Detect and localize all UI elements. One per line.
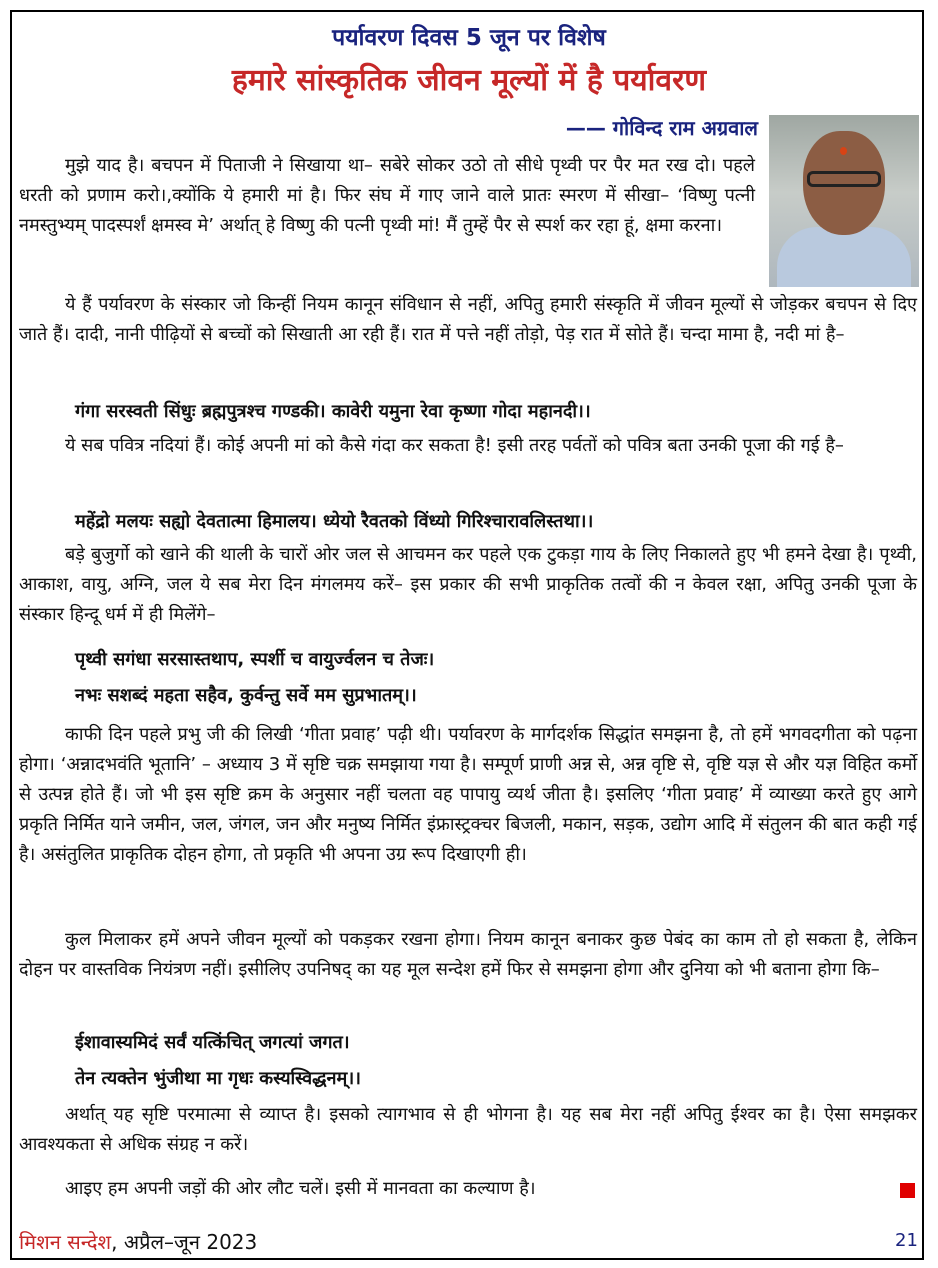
paragraph-6-text: कुल मिलाकर हमें अपने जीवन मूल्यों को पकड़कर रखना होगा। नियम कानून बनाकर कुछ पेबंद का काम तो हो सकता है, लेकिन दोहन पर वास्तविक नियंत्रण नहीं। इसीलिए उपनिषद् का यह मूल सन्देश हमें फिर से समझना होगा और दुनिया को भी बताना होगा कि– <box>19 929 917 980</box>
paragraph-8 <box>19 1174 869 1204</box>
author-photo-shirt <box>777 227 911 287</box>
page-number: 21 <box>895 1230 918 1251</box>
paragraph-1 <box>19 151 755 241</box>
article-author: —— गोविन्द राम अग्रवाल <box>565 116 758 140</box>
paragraph-3 <box>19 431 917 461</box>
footer-issue: , अप्रैल–जून 2023 <box>111 1230 258 1254</box>
verse-4: नभः सशब्दं महता सहैव, कुर्वन्तु सर्वे मम सुप्रभातम्।। <box>75 685 417 706</box>
footer-brand: मिशन सन्देश <box>19 1230 112 1254</box>
author-photo-glasses <box>807 171 881 187</box>
verse-2: महेंद्रो मलयः सह्यो देवतात्मा हिमालय। ध्येयो रैवतको विंध्यो गिरिश्चारावलिस्तथा।। <box>75 511 594 532</box>
paragraph-8-text: आइए हम अपनी जड़ों की ओर लौट चलें। इसी में मानवता का कल्याण है। <box>65 1178 536 1199</box>
paragraph-6 <box>19 925 917 985</box>
paragraph-4-text: बड़े बुजुर्गो को खाने की थाली के चारों ओर जल से आचमन कर पहले एक टुकड़ा गाय के लिए निकालते हुए भी हमने देखा है। पृथ्वी, आकाश, वायु, अग्नि, जल ये सब मेरा दिन मंगलमय करें– इस प्रकार की सभी प्राकृतिक तत्वों की न केवल रक्षा, अपितु उनकी पूजा के संस्कार हिन्दू धर्म में ही मिलेंगे– <box>19 544 917 625</box>
footer-publication <box>19 1228 257 1255</box>
paragraph-5 <box>19 720 917 870</box>
verse-6: तेन त्यक्तेन भुंजीथा मा गृधः कस्यस्विद्धनम्।। <box>75 1068 361 1089</box>
paragraph-3-text: ये सब पवित्र नदियां हैं। कोई अपनी मां को कैसे गंदा कर सकता है! इसी तरह पर्वतों को पवित्र बता उनकी पूजा की गई है– <box>65 435 844 456</box>
article-title: हमारे सांस्कृतिक जीवन मूल्यों में है पर्यावरण <box>231 63 707 98</box>
verse-1: गंगा सरस्वती सिंधुः ब्रह्मपुत्रश्च गण्डकी। कावेरी यमुना रेवा कृष्णा गोदा महानदी।। <box>75 401 591 422</box>
paragraph-1-text: मुझे याद है। बचपन में पिताजी ने सिखाया था– सबेरे सोकर उठो तो सीधे पृथ्वी पर पैर मत रख दो। पहले धरती को प्रणाम करो।,क्योंकि ये हमारी मां है। फिर संघ में गाए जाने वाले प्रातः स्मरण में सीखा– ‘विष्णु पत्नी नमस्तुभ्यम् पादस्पर्शं क्षमस्व मे’ अर्थात् हे विष्णु की पत्नी पृथ्वी मां! मैं तुम्हें पैर से स्पर्श कर रहा हूं, क्षमा करना। <box>19 155 755 236</box>
paragraph-5-text: काफी दिन पहले प्रभु जी की लिखी ‘गीता प्रवाह’ पढ़ी थी। पर्यावरण के मार्गदर्शक सिद्धांत समझना है, तो हमें भगवदगीता को पढ़ना होगा। ‘अन्नादभवंति भूतानि’ – अध्याय 3 में सृष्टि चक्र समझाया गया है। सम्पूर्ण प्राणी अन्न से, अन्न वृष्टि से, वृष्टि यज्ञ से और यज्ञ विहित कर्मो से उत्पन्न होते हैं। जो भी इस सृष्टि क्रम के अनुसार नहीं चलता वह पापायु व्यर्थ जीता है। इसलिए ‘गीता प्रवाह’ में व्याख्या करते हुए आगे प्रकृति निर्मित याने जमीन, जल, जंगल, जन और मनुष्य निर्मित इंफ्रास्ट्रक्चर बिजली, मकान, सड़क, उद्योग आदि में संतुलन की बात कही गई है। असंतुलित प्राकृतिक दोहन होगा, तो प्रकृति भी अपना उग्र रूप दिखाएगी ही। <box>19 724 917 865</box>
author-photo <box>769 115 919 287</box>
article-end-mark <box>900 1183 915 1198</box>
paragraph-7-text: अर्थात् यह सृष्टि परमात्मा से व्याप्त है। इसको त्यागभाव से ही भोगना है। यह सब मेरा नहीं अपितु ईश्वर का है। ऐसा समझकर आवश्यकता से अधिक संग्रह न करें। <box>19 1104 917 1155</box>
verse-5: ईशावास्यमिदं सर्वं यत्किंचित् जगत्यां जगत। <box>75 1032 350 1053</box>
paragraph-4 <box>19 540 917 630</box>
article-kicker: पर्यावरण दिवस 5 जून पर विशेष <box>332 25 606 51</box>
verse-3: पृथ्वी सगंधा सरसास्तथाप, स्पर्शी च वायुर्ज्वलन च तेजः। <box>75 649 435 670</box>
paragraph-2-text: ये हैं पर्यावरण के संस्कार जो किन्हीं नियम कानून संविधान से नहीं, अपितु हमारी संस्कृति में जीवन मूल्यों से जोड़कर बचपन से दिए जाते हैं। दादी, नानी पीढ़ियों से बच्चों को सिखाती आ रही हैं। रात में पत्ते नहीं तोड़ो, पेड़ रात में सोते हैं। चन्दा मामा है, नदी मां है– <box>19 294 917 345</box>
author-photo-tilak <box>840 147 847 155</box>
paragraph-2 <box>19 290 917 350</box>
paragraph-7 <box>19 1100 917 1160</box>
